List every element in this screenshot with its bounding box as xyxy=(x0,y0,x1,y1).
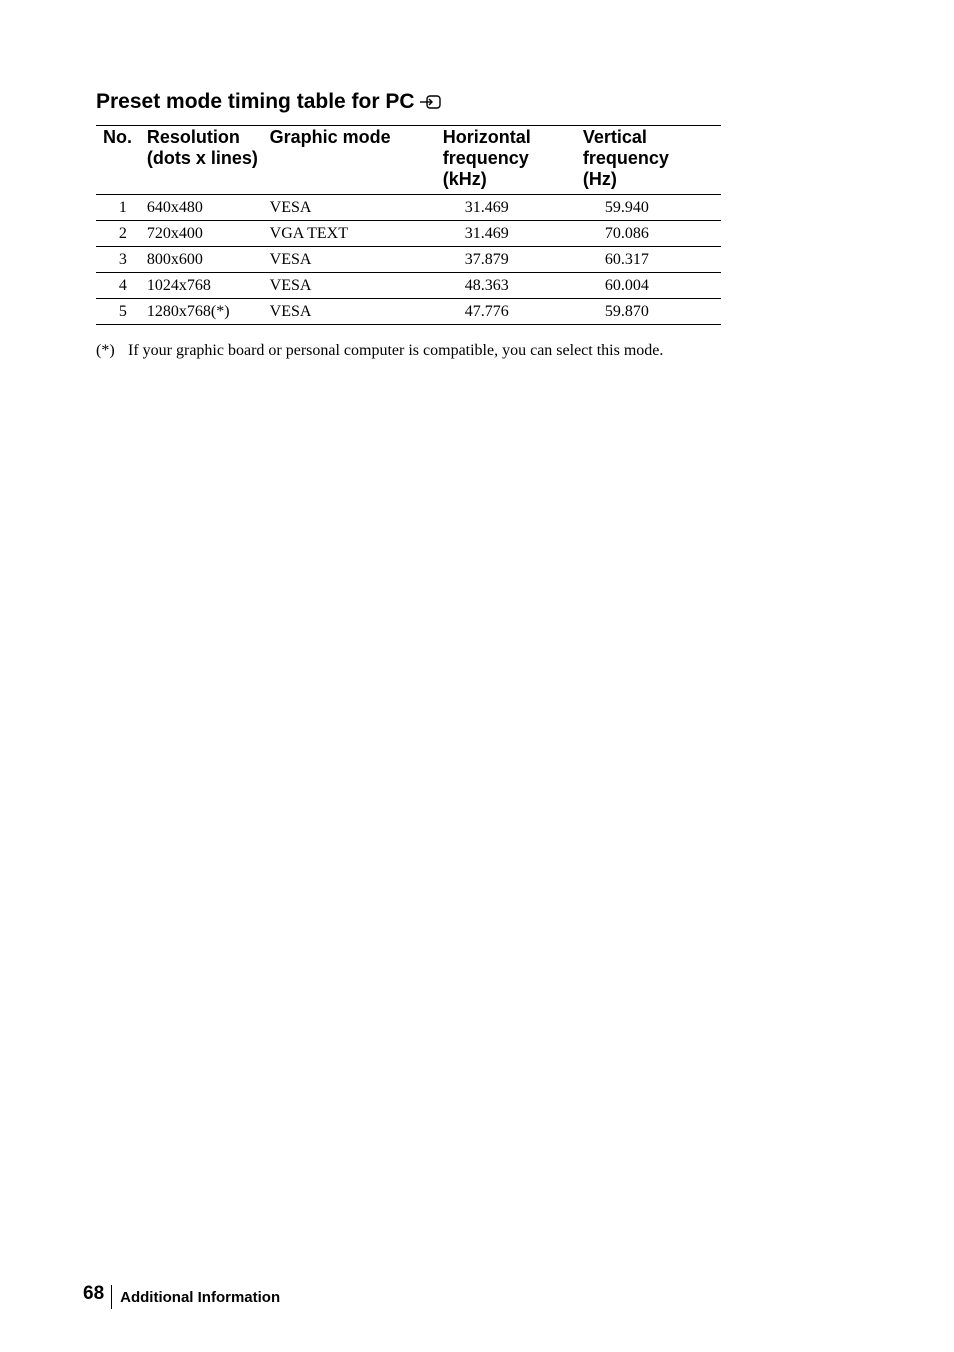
header-no: No. xyxy=(96,126,147,195)
cell-horizontal-frequency: 31.469 xyxy=(443,195,583,221)
cell-graphic-mode: VESA xyxy=(270,299,443,325)
table-row xyxy=(96,221,721,247)
table-row xyxy=(96,273,721,299)
table-row xyxy=(96,247,721,273)
section-title-text: Preset mode timing table for PC xyxy=(96,90,415,113)
cell-horizontal-frequency: 31.469 xyxy=(443,221,583,247)
cell-resolution: 640x480 xyxy=(147,195,270,221)
header-vertical-frequency: Vertical frequency (Hz) xyxy=(583,126,721,195)
cell-graphic-mode: VESA xyxy=(270,273,443,299)
cell-resolution: 800x600 xyxy=(147,247,270,273)
cell-resolution: 720x400 xyxy=(147,221,270,247)
cell-no: 2 xyxy=(96,221,147,247)
header-resolution: Resolution (dots x lines) xyxy=(147,126,270,195)
footnote-text: If your graphic board or personal computer is compatible, you can select this mode. xyxy=(128,342,664,359)
cell-graphic-mode: VESA xyxy=(270,195,443,221)
footer-divider xyxy=(111,1285,112,1309)
cell-horizontal-frequency: 47.776 xyxy=(443,299,583,325)
timing-table xyxy=(96,125,721,325)
cell-vertical-frequency: 59.870 xyxy=(583,299,721,325)
cell-no: 3 xyxy=(96,247,147,273)
header-graphic-mode: Graphic mode xyxy=(270,126,443,195)
pc-input-icon xyxy=(419,93,443,111)
cell-vertical-frequency: 70.086 xyxy=(583,221,721,247)
cell-resolution: 1024x768 xyxy=(147,273,270,299)
table-row xyxy=(96,299,721,325)
cell-graphic-mode: VESA xyxy=(270,247,443,273)
page-footer xyxy=(83,1282,280,1306)
table-row xyxy=(96,195,721,221)
cell-horizontal-frequency: 48.363 xyxy=(443,273,583,299)
page-number: 68 xyxy=(83,1283,105,1304)
cell-vertical-frequency: 60.317 xyxy=(583,247,721,273)
footnote-mark: (*) xyxy=(96,342,115,359)
cell-no: 5 xyxy=(96,299,147,325)
cell-horizontal-frequency: 37.879 xyxy=(443,247,583,273)
footnote xyxy=(96,342,663,360)
section-title xyxy=(96,90,443,114)
header-horizontal-frequency: Horizontal frequency (kHz) xyxy=(443,126,583,195)
cell-vertical-frequency: 59.940 xyxy=(583,195,721,221)
cell-vertical-frequency: 60.004 xyxy=(583,273,721,299)
cell-resolution: 1280x768(*) xyxy=(147,299,270,325)
footer-section-name: Additional Information xyxy=(120,1288,281,1306)
table-header-row xyxy=(96,126,721,195)
cell-no: 4 xyxy=(96,273,147,299)
cell-no: 1 xyxy=(96,195,147,221)
cell-graphic-mode: VGA TEXT xyxy=(270,221,443,247)
